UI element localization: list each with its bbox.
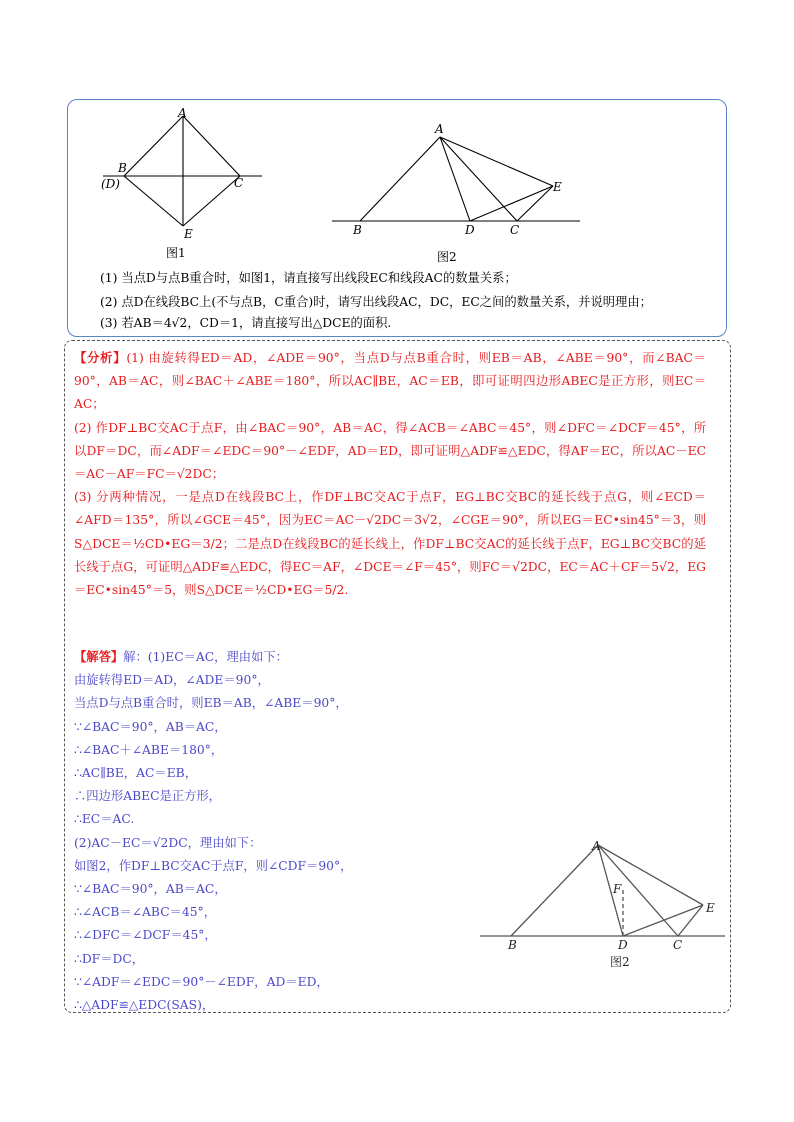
fig3-label-c: C: [673, 938, 683, 952]
question-line-3: (3) 若AB＝4√2，CD＝1，请直接写出△DCE的面积.: [100, 316, 392, 330]
fig3-label-b: B: [508, 938, 517, 952]
solution-block: [74, 645, 352, 1017]
fig2-caption: 图2: [437, 250, 457, 264]
solution-line: ∴∠DFC＝∠DCF＝45°，: [74, 928, 217, 943]
fig1-line-ac: [183, 116, 240, 176]
question-line-1: (1) 当点D与点B重合时，如图1，请直接写出线段EC和线段AC的数量关系；: [100, 271, 517, 285]
solution-line: ∴△ADF≌△EDC(SAS)，: [74, 998, 215, 1013]
fig2-label-a: A: [435, 122, 444, 136]
fig2-line-ae: [440, 137, 553, 186]
fig1-label-e: E: [184, 227, 193, 241]
fig1-line-ce: [183, 176, 240, 226]
fig3-label-a: A: [592, 839, 601, 853]
fig1-line-ab: [124, 116, 183, 176]
fig3-caption: 图2: [610, 955, 630, 969]
fig3-label-e: E: [706, 901, 715, 915]
solution-line: ∴∠ACB＝∠ABC＝45°，: [74, 905, 216, 920]
fig2-label-e: E: [553, 180, 562, 194]
fig2-line-ce: [517, 186, 553, 221]
fig3-line-ab: [511, 845, 598, 936]
figure-2: [325, 115, 590, 265]
analysis-p1: [74, 346, 706, 417]
analysis-p1-text: (1) 由旋转得ED＝AD，∠ADE＝90°，当点D与点B重合时，则EB＝AB，∠ABE＝90°，而∠BAC＝90°，AB＝AC，则∠BAC＋∠ABE＝180°，所以AC∥BE，AC＝EB，即可证明四边形ABEC是正方形，则EC＝AC；: [74, 351, 706, 412]
solution-line: ∴EC＝AC.: [74, 812, 135, 827]
fig1-label-c: C: [234, 176, 244, 190]
fig2-line-ac: [440, 137, 517, 221]
analysis-block: [74, 346, 706, 602]
solution-line-0: [74, 645, 352, 669]
fig1-caption: 图1: [166, 246, 186, 260]
fig1-label-b: B: [118, 161, 127, 175]
fig2-line-ad: [440, 137, 470, 221]
solution-tag: 【解答】: [74, 649, 124, 664]
solution-line: ∵∠BAC＝90°，AB＝AC，: [74, 719, 227, 734]
solution-line: 当点D与点B重合时，则EB＝AB，∠ABE＝90°，: [74, 696, 348, 711]
fig3-line-ae: [598, 845, 703, 905]
fig2-label-d: D: [465, 223, 475, 237]
fig1-label-a: A: [178, 106, 187, 120]
solution-line: ∵∠ADF＝∠EDC＝90°－∠EDF，AD＝ED，: [74, 974, 329, 989]
fig3-label-f: F: [613, 882, 622, 896]
solution-line: 由旋转得ED＝AD，∠ADE＝90°，: [74, 673, 270, 688]
solution-line: (2)AC－EC＝√2DC，理由如下：: [74, 835, 262, 850]
fig2-label-b: B: [353, 223, 362, 237]
solution-line: ∵∠BAC＝90°，AB＝AC，: [74, 882, 227, 897]
fig3-label-d: D: [618, 938, 628, 952]
solution-line: ∴DF＝DC，: [74, 951, 145, 966]
analysis-p2: (2) 作DF⊥BC交AC于点F，由∠BAC＝90°，AB＝AC，得∠ACB＝∠ABC＝45°，则∠DFC＝∠DCF＝45°，所以DF＝DC，而∠ADF＝∠EDC＝90°－∠EDF，AD＝ED，即可证明△ADF≌△EDC，得AF＝EC，所以AC－EC＝AC－AF＝FC＝√2DC；: [74, 420, 706, 482]
solution-line: ∴四边形ABEC是正方形，: [74, 789, 221, 804]
fig2-label-c: C: [510, 223, 520, 237]
solution-line-0-text: 解：(1)EC＝AC，理由如下：: [123, 650, 288, 664]
solution-line: 如图2，作DF⊥BC交AC于点F，则∠CDF＝90°，: [74, 858, 353, 873]
fig1-label-d: (D): [101, 177, 120, 191]
analysis-tag: 【分析】: [74, 350, 127, 365]
solution-line: ∴∠BAC＋∠ABE＝180°，: [74, 742, 224, 757]
question-line-2: (2) 点D在线段BC上(不与点B，C重合)时，请写出线段AC，DC，EC之间的数量关系，并说明理由；: [100, 295, 652, 309]
analysis-p3: (3) 分两种情况，一是点D在线段BC上，作DF⊥BC交AC于点F，EG⊥BC交BC的延长线于点G，则∠ECD＝∠AFD＝135°，所以∠GCE＝45°，因为EC＝AC－√2DC＝3√2，∠CGE＝90°，所以EG＝EC•sin45°＝3，则S△DCE＝½CD•EG＝3/2；二是点D在线段BC的延长线上，作DF⊥BC交AC的延长线于点F，EG⊥BC交BC的延长线于点G，可证明△ADF≌△EDC，得EC＝AF，∠DCE＝∠F＝45°，则FC＝√2DC，EC＝AC＋CF＝5√2，EG＝EC•sin45°＝5，则S△DCE＝½CD•EG＝5/2.: [74, 490, 706, 598]
fig2-line-ab: [360, 137, 440, 221]
fig1-line-be: [124, 176, 183, 226]
solution-line: ∴AC∥BE，AC＝EB，: [74, 766, 197, 781]
figure-1: [95, 105, 275, 260]
figure-solution: [478, 835, 728, 975]
